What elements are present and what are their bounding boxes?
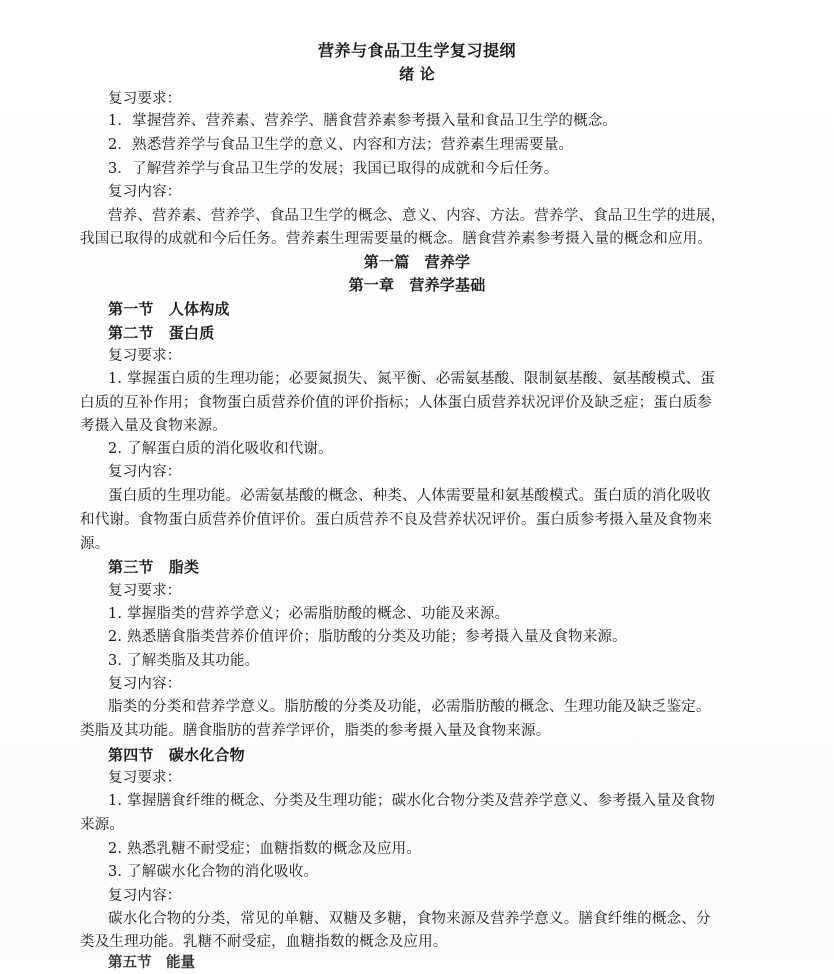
section4-content-label: 复习内容： <box>108 888 182 904</box>
section2-req-1-line-1: 1. 掌握蛋白质的生理功能；必要氮损失、氮平衡、必需氨基酸、限制氨基酸、氨基酸模式、蛋 <box>108 371 716 387</box>
section4-content-line-1: 碳水化合物的分类，常见的单糖、双糖及多糖，食物来源及营养学意义。膳食纤维的概念、分 <box>108 911 711 927</box>
section2-content-label: 复习内容： <box>108 464 182 480</box>
section3-heading: 第三节 脂类 <box>108 558 200 576</box>
intro-content-line-1: 营养、营养素、营养学、食品卫生学的概念、意义、内容、方法。营养学、食品卫生学的进展， <box>108 208 726 224</box>
chapter-title: 第一章 营养学基础 <box>348 276 486 294</box>
section3-content-line-1: 脂类的分类和营养学意义。脂肪酸的分类及功能，必需脂肪酸的概念、生理功能及缺乏鉴定。 <box>108 699 711 715</box>
section2-req-label: 复习要求： <box>108 348 182 364</box>
section4-req-2: 2. 熟悉乳糖不耐受症；血糖指数的概念及应用。 <box>108 841 422 857</box>
intro-req-label: 复习要求： <box>108 91 182 107</box>
section1-heading: 第一节 人体构成 <box>108 300 230 318</box>
section2-content-line-1: 蛋白质的生理功能。必需氨基酸的概念、种类、人体需要量和氨基酸模式。蛋白质的消化吸收 <box>108 488 711 504</box>
section2-heading: 第二节 蛋白质 <box>108 324 215 342</box>
intro-content-label: 复习内容： <box>108 184 182 200</box>
intro-heading: 绪 论 <box>399 65 435 83</box>
document-title: 营养与食品卫生学复习提纲 <box>317 41 516 60</box>
section3-req-2: 2. 熟悉膳食脂类营养价值评价；脂肪酸的分类及功能；参考摄入量及食物来源。 <box>108 629 627 645</box>
section3-req-3: 3. 了解类脂及其功能。 <box>108 653 260 669</box>
intro-req-2: 2．熟悉营养学与食品卫生学的意义、内容和方法；营养素生理需要量。 <box>108 137 574 153</box>
section2-content-line-2: 和代谢。食物蛋白质营养价值评价。蛋白质营养不良及营养状况评价。蛋白质参考摄入量及食物来 <box>80 512 713 528</box>
section4-req-1-line-1: 1. 掌握膳食纤维的概念、分类及生理功能；碳水化合物分类及营养学意义、参考摄入量及食物 <box>108 793 716 809</box>
section3-content-line-2: 类脂及其功能。膳食脂肪的营养学评价，脂类的参考摄入量及食物来源。 <box>80 723 551 739</box>
section2-req-1-line-2: 白质的互补作用；食物蛋白质营养价值的评价指标；人体蛋白质营养状况评价及缺乏症；蛋白质参 <box>80 395 713 411</box>
section3-content-label: 复习内容： <box>108 676 182 692</box>
section4-req-3: 3. 了解碳水化合物的消化吸收。 <box>108 864 319 880</box>
section2-req-1-line-3: 考摄入量及食物来源。 <box>80 418 227 434</box>
part-title: 第一篇 营养学 <box>363 253 471 271</box>
section2-req-2: 2. 了解蛋白质的消化吸收和代谢。 <box>108 441 333 457</box>
section3-req-label: 复习要求： <box>108 583 182 599</box>
intro-req-1: 1．掌握营养、营养素、营养学、膳食营养素参考摄入量和食品卫生学的概念。 <box>108 113 618 129</box>
section3-req-1: 1. 掌握脂类的营养学意义；必需脂肪酸的概念、功能及来源。 <box>108 606 510 622</box>
section4-req-1-line-2: 来源。 <box>80 817 125 833</box>
section2-content-line-3: 源。 <box>80 536 110 552</box>
intro-content-line-2: 我国已取得的成就和今后任务。营养素生理需要量的概念。膳食营养素参考摄入量的概念和应用。 <box>80 231 713 247</box>
section4-heading: 第四节 碳水化合物 <box>108 746 245 764</box>
section4-content-line-2: 类及生理功能。乳糖不耐受症，血糖指数的概念及应用。 <box>80 934 448 950</box>
section5-heading-partial: 第五节 能量 <box>108 954 195 971</box>
section4-req-label: 复习要求： <box>108 770 182 786</box>
intro-req-3: 3．了解营养学与食品卫生学的发展；我国已取得的成就和今后任务。 <box>108 161 559 177</box>
